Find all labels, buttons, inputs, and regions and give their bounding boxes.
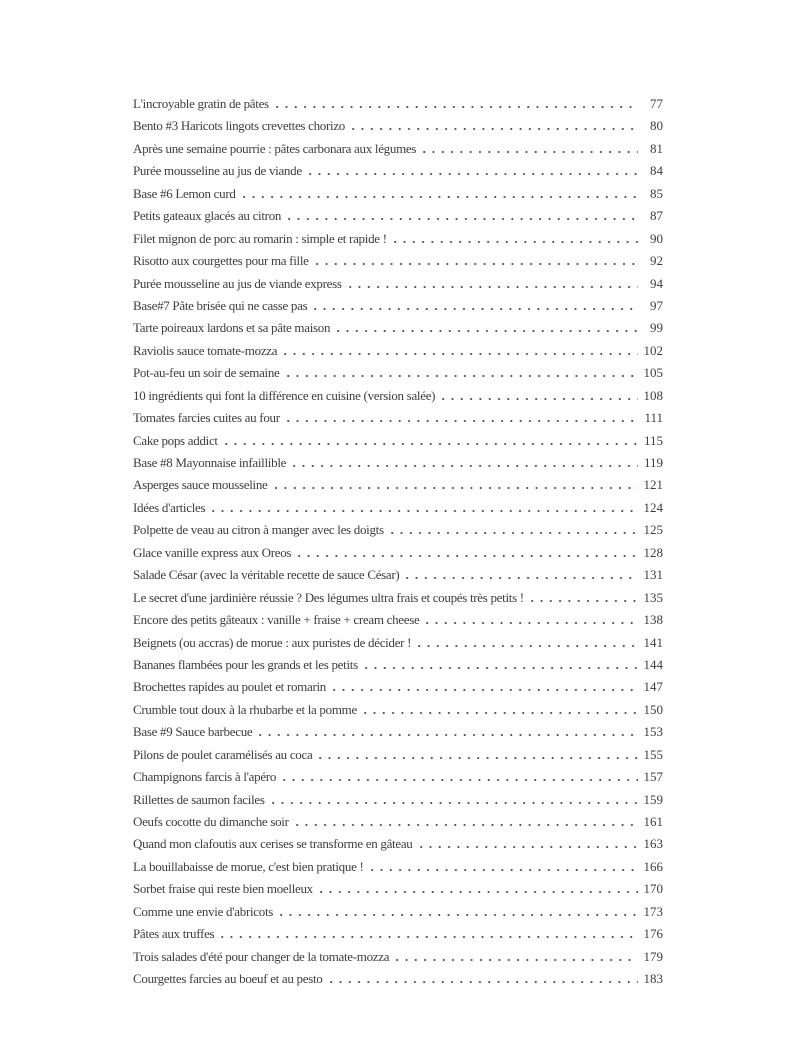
toc-row xyxy=(133,320,663,342)
toc-row xyxy=(133,814,663,836)
toc-entry-page: 121 xyxy=(643,477,663,493)
toc-entry-page: 102 xyxy=(643,342,663,358)
toc-entry-title: Filet mignon de porc au romarin : simple et rapide ! xyxy=(133,230,387,246)
toc-entry-page: 81 xyxy=(650,140,663,156)
dot-leader xyxy=(320,891,638,893)
dot-leader xyxy=(337,330,638,332)
toc-entry-title: Base#7 Pâte brisée qui ne casse pas xyxy=(133,297,308,313)
toc-row xyxy=(133,410,663,432)
dot-leader xyxy=(296,824,638,826)
toc-entry-page: 159 xyxy=(643,791,663,807)
toc-entry-title: Petits gateaux glacés au citron xyxy=(133,208,282,224)
toc-entry-page: 84 xyxy=(650,163,663,179)
toc-entry-title: Pot-au-feu un soir de semaine xyxy=(133,365,280,381)
toc-row xyxy=(133,365,663,387)
dot-leader xyxy=(225,443,638,445)
toc-list xyxy=(133,96,663,994)
toc-entry-page: 125 xyxy=(643,522,663,538)
toc-entry-title: Le secret d'une jardinière réussie ? Des légumes ultra frais et coupés très petits ! xyxy=(133,589,524,605)
dot-leader xyxy=(333,689,638,691)
toc-row xyxy=(133,208,663,230)
dot-leader xyxy=(420,846,638,848)
toc-entry-title: Quand mon clafoutis aux cerises se transforme en gâteau xyxy=(133,836,413,852)
toc-row xyxy=(133,163,663,185)
dot-leader xyxy=(283,779,638,781)
dot-leader xyxy=(423,151,638,153)
toc-row xyxy=(133,298,663,320)
toc-entry-title: Idées d'articles xyxy=(133,499,206,515)
toc-entry-title: L'incroyable gratin de pâtes xyxy=(133,96,269,111)
toc-row xyxy=(133,971,663,993)
dot-leader xyxy=(349,286,638,288)
toc-row xyxy=(133,118,663,140)
toc-entry-page: 144 xyxy=(643,656,663,672)
toc-row xyxy=(133,792,663,814)
toc-entry-page: 135 xyxy=(643,589,663,605)
dot-leader xyxy=(221,936,638,938)
toc-entry-title: Trois salades d'été pour changer de la tomate-mozza xyxy=(133,948,390,964)
toc-entry-title: Champignons farcis à l'apéro xyxy=(133,769,277,785)
toc-row xyxy=(133,836,663,858)
toc-entry-page: 92 xyxy=(650,253,663,269)
toc-row xyxy=(133,522,663,544)
dot-leader xyxy=(275,487,638,489)
toc-entry-title: Base #6 Lemon curd xyxy=(133,185,236,201)
toc-entry-title: Risotto aux courgettes pour ma fille xyxy=(133,253,309,269)
toc-entry-page: 115 xyxy=(643,432,663,448)
toc-entry-page: 111 xyxy=(644,410,663,426)
toc-row xyxy=(133,769,663,791)
toc-entry-title: Salade César (avec la véritable recette de sauce César) xyxy=(133,567,400,583)
toc-entry-title: Base #8 Mayonnaise infaillible xyxy=(133,455,287,470)
dot-leader xyxy=(293,465,638,467)
toc-row xyxy=(133,500,663,522)
toc-row xyxy=(133,590,663,612)
toc-row xyxy=(133,231,663,253)
toc-entry-title: Courgettes farcies au boeuf et au pesto xyxy=(133,971,323,987)
toc-row xyxy=(133,343,663,365)
toc-entry-page: 170 xyxy=(643,881,663,897)
toc-entry-title: Glace vanille express aux Oreos xyxy=(133,544,292,560)
toc-entry-page: 147 xyxy=(643,679,663,695)
toc-row xyxy=(133,702,663,724)
dot-leader xyxy=(212,510,638,512)
toc-entry-page: 141 xyxy=(643,634,663,650)
dot-leader xyxy=(276,106,638,108)
toc-entry-title: Tarte poireaux lardons et sa pâte maison xyxy=(133,320,331,336)
toc-entry-page: 80 xyxy=(650,118,663,134)
dot-leader xyxy=(364,712,638,714)
dot-leader xyxy=(288,218,638,220)
toc-row xyxy=(133,679,663,701)
toc-entry-title: Purée mousseline au jus de viande xyxy=(133,163,302,179)
dot-leader xyxy=(391,532,638,534)
dot-leader xyxy=(287,375,638,377)
toc-row xyxy=(133,881,663,903)
dot-leader xyxy=(352,128,638,130)
toc-entry-title: Crumble tout doux à la rhubarbe et la pomme xyxy=(133,701,357,717)
toc-entry-title: Beignets (ou accras) de morue : aux puristes de décider ! xyxy=(133,634,412,650)
toc-entry-page: 85 xyxy=(650,185,663,201)
toc-row xyxy=(133,949,663,971)
toc-entry-title: Cake pops addict xyxy=(133,432,218,448)
toc-entry-title: Encore des petits gâteaux : vanille + fraise + cream cheese xyxy=(133,612,420,628)
toc-entry-title: La bouillabaisse de morue, c'est bien pratique ! xyxy=(133,858,364,874)
toc-entry-page: 166 xyxy=(643,858,663,874)
dot-leader xyxy=(365,667,638,669)
toc-entry-title: Raviolis sauce tomate-mozza xyxy=(133,342,278,358)
dot-leader xyxy=(394,241,638,243)
toc-entry-page: 163 xyxy=(643,836,663,852)
dot-leader xyxy=(371,869,638,871)
dot-leader xyxy=(284,353,638,355)
dot-leader xyxy=(319,757,638,759)
toc-row xyxy=(133,433,663,455)
toc-row xyxy=(133,635,663,657)
toc-row xyxy=(133,567,663,589)
dot-leader xyxy=(316,263,638,265)
toc-entry-page: 128 xyxy=(643,544,663,560)
toc-entry-page: 97 xyxy=(650,297,663,313)
toc-entry-title: Oeufs cocotte du dimanche soir xyxy=(133,814,289,829)
dot-leader xyxy=(309,173,638,175)
dot-leader xyxy=(396,959,638,961)
dot-leader xyxy=(426,622,638,624)
toc-row xyxy=(133,657,663,679)
dot-leader xyxy=(287,420,638,422)
toc-entry-page: 153 xyxy=(643,724,663,740)
toc-entry-title: 10 ingrédients qui font la différence en cuisine (version salée) xyxy=(133,387,436,403)
toc-entry-title: Pilons de poulet caramélisés au coca xyxy=(133,746,313,762)
toc-entry-title: Sorbet fraise qui reste bien moelleux xyxy=(133,881,313,897)
toc-row xyxy=(133,545,663,567)
dot-leader xyxy=(280,914,638,916)
toc-entry-page: 157 xyxy=(643,769,663,785)
toc-entry-title: Bento #3 Haricots lingots crevettes chorizo xyxy=(133,118,346,134)
toc-entry-page: 119 xyxy=(643,455,663,470)
toc-entry-title: Rillettes de saumon faciles xyxy=(133,791,265,807)
toc-row xyxy=(133,388,663,410)
toc-row xyxy=(133,859,663,881)
toc-entry-title: Purée mousseline au jus de viande express xyxy=(133,275,342,291)
toc-entry-page: 155 xyxy=(643,746,663,762)
toc-row xyxy=(133,276,663,298)
toc-row xyxy=(133,455,663,477)
dot-leader xyxy=(330,981,639,983)
toc-entry-page: 161 xyxy=(643,814,663,829)
toc-entry-title: Après une semaine pourrie : pâtes carbonara aux légumes xyxy=(133,140,417,156)
toc-entry-page: 90 xyxy=(650,230,663,246)
toc-entry-page: 173 xyxy=(643,903,663,919)
toc-row xyxy=(133,96,663,118)
toc-row xyxy=(133,612,663,634)
dot-leader xyxy=(259,734,638,736)
toc-entry-page: 87 xyxy=(650,208,663,224)
toc-entry-page: 176 xyxy=(643,926,663,942)
toc-entry-page: 131 xyxy=(643,567,663,583)
toc-entry-title: Comme une envie d'abricots xyxy=(133,903,274,919)
toc-entry-page: 94 xyxy=(650,275,663,291)
toc-row xyxy=(133,724,663,746)
toc-entry-page: 138 xyxy=(643,612,663,628)
toc-row xyxy=(133,477,663,499)
toc-entry-title: Base #9 Sauce barbecue xyxy=(133,724,253,740)
dot-leader xyxy=(418,645,638,647)
toc-entry-page: 77 xyxy=(650,96,663,111)
toc-entry-page: 99 xyxy=(650,320,663,336)
toc-entry-page: 108 xyxy=(643,387,663,403)
toc-entry-title: Asperges sauce mousseline xyxy=(133,477,268,493)
dot-leader xyxy=(442,398,638,400)
dot-leader xyxy=(531,600,638,602)
toc-entry-title: Polpette de veau au citron à manger avec les doigts xyxy=(133,522,384,538)
toc-entry-page: 105 xyxy=(643,365,663,381)
toc-row xyxy=(133,926,663,948)
toc-entry-title: Bananes flambées pour les grands et les petits xyxy=(133,656,358,672)
toc-entry-title: Pâtes aux truffes xyxy=(133,926,215,942)
toc-entry-page: 124 xyxy=(643,499,663,515)
toc-row xyxy=(133,253,663,275)
toc-row xyxy=(133,186,663,208)
dot-leader xyxy=(314,308,638,310)
toc-entry-page: 179 xyxy=(643,948,663,964)
dot-leader xyxy=(272,802,638,804)
toc-entry-page: 183 xyxy=(643,971,663,987)
toc-row xyxy=(133,141,663,163)
dot-leader xyxy=(298,555,638,557)
toc-row xyxy=(133,904,663,926)
dot-leader xyxy=(406,577,638,579)
toc-entry-title: Brochettes rapides au poulet et romarin xyxy=(133,679,326,695)
dot-leader xyxy=(243,196,638,198)
toc-entry-page: 150 xyxy=(643,701,663,717)
toc-entry-title: Tomates farcies cuites au four xyxy=(133,410,280,426)
toc-row xyxy=(133,747,663,769)
